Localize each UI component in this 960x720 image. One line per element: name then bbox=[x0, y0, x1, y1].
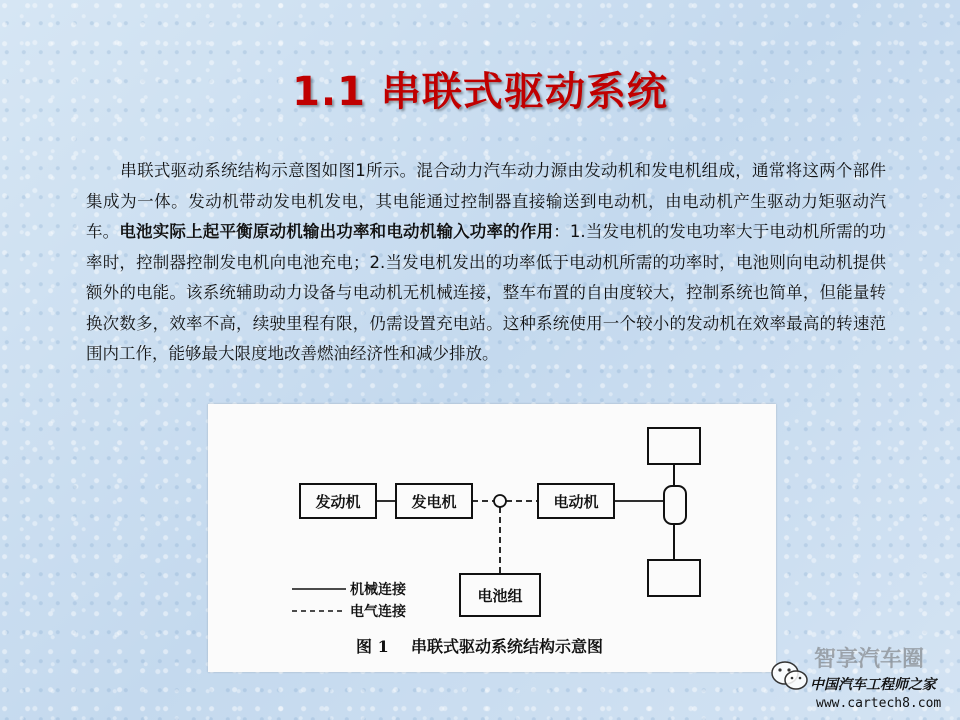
body-paragraph bbox=[86, 156, 886, 370]
slide-title: 1.1 串联式驱动系统 bbox=[292, 69, 668, 115]
motor-label: 电动机 bbox=[553, 493, 599, 511]
battery-label: 电池组 bbox=[477, 587, 523, 605]
rear-wheel-box bbox=[648, 560, 700, 596]
wechat-logo-icon bbox=[770, 658, 810, 694]
legend-electrical-label: 电气连接 bbox=[350, 604, 406, 620]
generator-label: 发电机 bbox=[411, 493, 457, 511]
front-wheel-box bbox=[648, 428, 700, 464]
series-drive-diagram bbox=[208, 404, 776, 672]
watermark-site-name: 中国汽车工程师之家 bbox=[810, 677, 936, 693]
watermark-url: www.cartech8.com bbox=[816, 696, 942, 711]
differential-shape bbox=[664, 486, 686, 524]
legend-mechanical-label: 机械连接 bbox=[350, 582, 406, 598]
watermark-account-name: 智享汽车圈 bbox=[814, 647, 925, 672]
paragraph-bold-statement: 电池实际上起平衡原动机输出功率和电动机输入功率的作用 bbox=[119, 222, 554, 241]
engine-label: 发动机 bbox=[315, 493, 361, 511]
paragraph-part-1: 串联式驱动系统结构示意图如图1所示。混合动力汽车动力源由发动机和发电机组成，通常将这两个部件集成为一体。发动机带动发电机发电，其电能通过控制器直接输送到电动机，由电动机产生驱动力矩驱动汽车。 bbox=[86, 161, 886, 241]
paragraph-part-2: ：1.当发电机的发电功率大于电动机所需的功率时，控制器控制发电机向电池充电；2.当发电机发出的功率低于电动机所需的功率时，电池则向电动机提供额外的电能。该系统辅助动力设备与电动机无机械连接，整车布置的自由度较大，控制系统也简单，但能量转换次数多，效率不高，续驶里程有限，仍需设置充电站。这种系统使用一个较小的发动机在效率最高的转速范围内工作，能够最大限度地改善燃油经济性和减少排放。 bbox=[86, 222, 886, 363]
controller-node bbox=[494, 495, 506, 507]
figure-caption: 图 1 串联式驱动系统结构示意图 bbox=[356, 637, 603, 656]
diagram-canvas bbox=[208, 404, 776, 672]
watermark bbox=[770, 640, 960, 720]
